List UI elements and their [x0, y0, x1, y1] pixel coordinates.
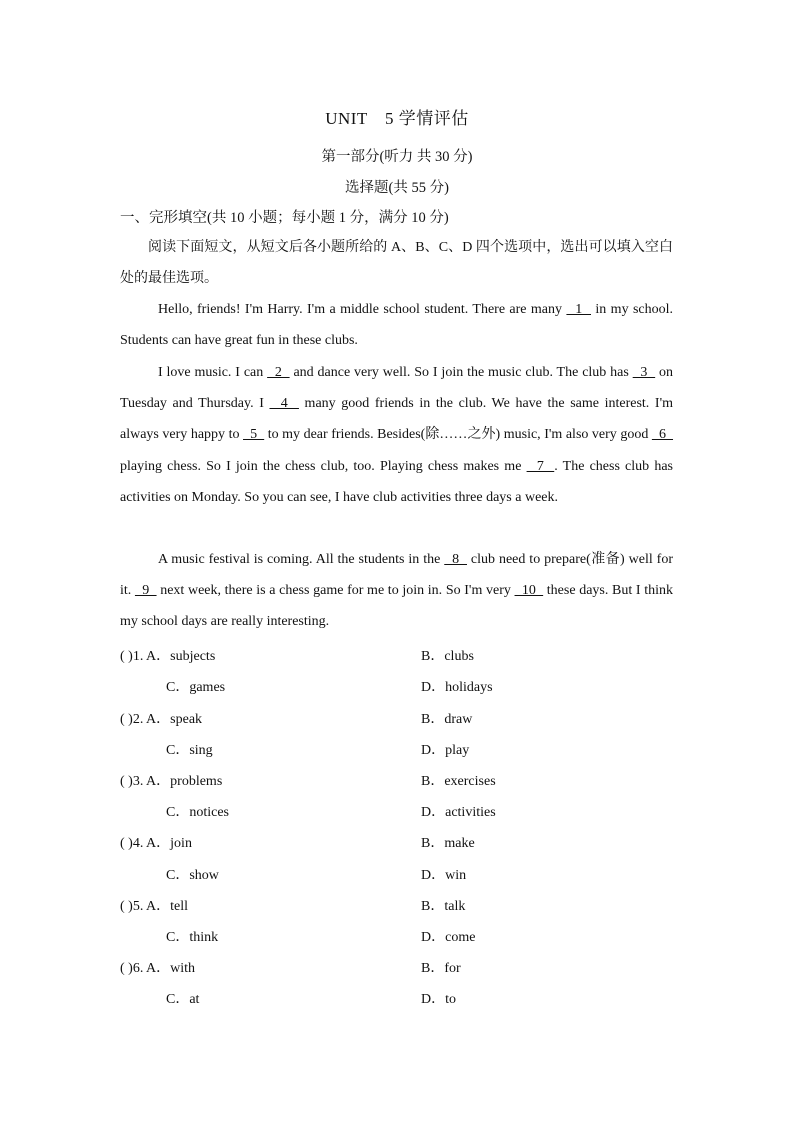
question-1-option-c: C．games — [166, 680, 226, 695]
question-4-option-a: ( )4. A．join — [120, 836, 192, 851]
question-1-option-a: ( )1. A．subjects — [120, 649, 216, 664]
question-4-option-d: D．win — [421, 868, 467, 883]
question-2-option-b: B．draw — [421, 712, 473, 727]
passage-paragraph-2: I love music. I can 2 and dance very well. So I join the music club. The club has 3 on Tuesday and Thursday. I 4 many good friends in the club. We have the same interest. I'm always very happy to 5 to my dear friends. Besides(除……之外) music, I'm also very good 6 playing chess. So I join the chess club, too. Playing chess makes me 7 . The chess club has activities on Monday. So you can see, I have club activities three days a week. — [120, 365, 674, 505]
question-6-option-b: B．for — [421, 961, 461, 976]
question-1-option-d: D．holidays — [421, 680, 493, 695]
question-3-option-c: C．notices — [166, 805, 229, 820]
question-2-option-a: ( )2. A．speak — [120, 712, 203, 727]
section-heading: 一、完形填空(共 10 小题；每小题 1 分，满分 10 分) — [120, 210, 449, 226]
question-3-option-b: B．exercises — [421, 774, 496, 789]
question-6-option-c: C．at — [166, 992, 200, 1007]
question-5-option-b: B．talk — [421, 899, 466, 914]
blank-10: 10 — [514, 583, 544, 599]
blank-1: 1 — [566, 302, 591, 317]
blank-4: 4 — [269, 396, 299, 412]
question-5-option-c: C．think — [166, 930, 219, 945]
question-5-option-d: D．come — [421, 930, 476, 945]
blank-2: 2 — [267, 365, 290, 380]
page-title: UNIT 5 学情评估 — [325, 109, 469, 128]
question-3-option-a: ( )3. A．problems — [120, 774, 223, 789]
question-2-option-d: D．play — [421, 743, 470, 758]
question-6-option-d: D．to — [421, 992, 456, 1007]
blank-9: 9 — [134, 583, 157, 599]
passage-paragraph-1: Hello, friends! I'm Harry. I'm a middle school student. There are many 1 in my school. Students can have great fun in these clubs. — [120, 302, 674, 349]
choice-heading: 选择题(共 55 分) — [345, 180, 449, 196]
blank-3: 3 — [632, 365, 656, 380]
question-6-option-a: ( )6. A．with — [120, 961, 196, 976]
passage-paragraph-3: A music festival is coming. All the students in the 8 club need to prepare(准备) well for it. 9 next week, there is a chess game for me to join in. So I'm very 10 these days. But I think my school days are really interesting. — [120, 552, 674, 630]
blank-7: 7 — [526, 458, 555, 474]
part-heading: 第一部分(听力 共 30 分) — [321, 149, 473, 165]
question-1-option-b: B．clubs — [421, 649, 474, 664]
instruction-text: 阅读下面短文，从短文后各小题所给的 A、B、C、D 四个选项中，选出可以填入空白处的最佳选项。 — [120, 240, 673, 287]
blank-5: 5 — [243, 427, 265, 443]
question-3-option-d: D．activities — [421, 805, 496, 820]
question-4-option-c: C．show — [166, 868, 219, 883]
question-2-option-c: C．sing — [166, 743, 213, 758]
blank-6: 6 — [651, 427, 674, 443]
question-5-option-a: ( )5. A．tell — [120, 899, 189, 914]
question-4-option-b: B．make — [421, 836, 475, 851]
blank-8: 8 — [444, 552, 467, 567]
